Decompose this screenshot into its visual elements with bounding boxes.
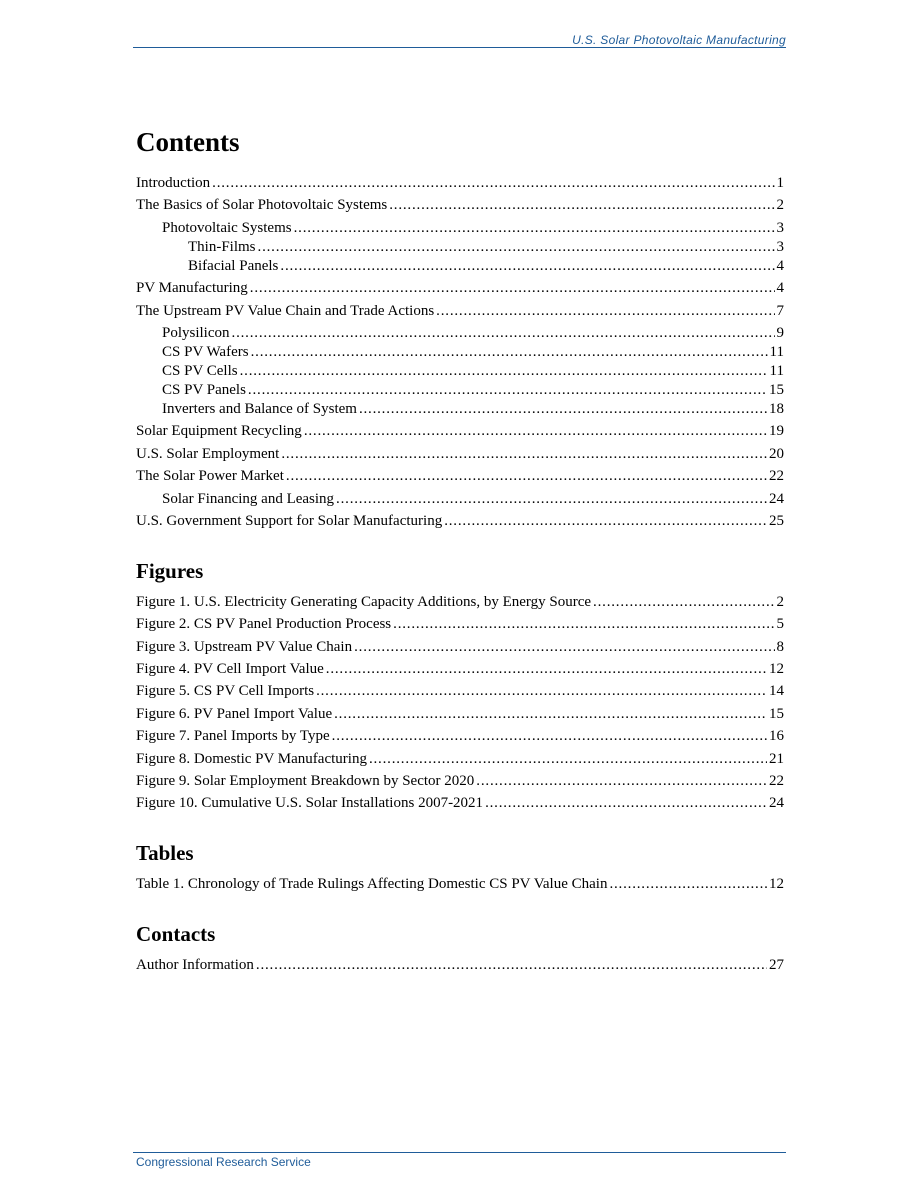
toc-entry-label: Photovoltaic Systems	[162, 219, 292, 236]
figures-title: Figures	[136, 558, 204, 583]
toc-entry[interactable]	[136, 219, 784, 237]
figure-entry[interactable]	[136, 750, 784, 768]
toc-page-number: 18	[769, 400, 784, 417]
header-rule	[133, 47, 786, 48]
dot-leader	[304, 422, 767, 440]
figure-entry-label: Figure 3. Upstream PV Value Chain	[136, 638, 353, 655]
dot-leader	[248, 381, 767, 399]
figure-page-number: 21	[769, 750, 784, 767]
dot-leader	[354, 638, 774, 656]
toc-entry[interactable]	[136, 400, 784, 418]
figure-page-number: 22	[769, 773, 784, 790]
dot-leader	[593, 593, 774, 611]
figure-page-number: 12	[769, 661, 784, 678]
toc-page-number: 22	[769, 468, 784, 485]
toc-entry-label: The Basics of Solar Photovoltaic Systems	[136, 197, 388, 214]
dot-leader	[240, 362, 768, 380]
table-page-number: 12	[769, 876, 784, 893]
dot-leader	[280, 257, 774, 275]
toc-page-number: 4	[776, 280, 784, 297]
contact-page-number: 27	[769, 957, 784, 974]
toc-page-number: 2	[776, 197, 784, 214]
dot-leader	[485, 794, 767, 812]
dot-leader	[369, 750, 767, 768]
figure-page-number: 8	[776, 638, 784, 655]
toc-page-number: 20	[769, 445, 784, 462]
contacts-title: Contacts	[136, 922, 216, 947]
toc-entry-label: U.S. Government Support for Solar Manufacturing	[136, 512, 443, 529]
footer-rule	[133, 1152, 786, 1153]
toc-page-number: 15	[769, 381, 784, 398]
toc-page-number: 7	[776, 302, 784, 319]
toc-page-number: 11	[769, 362, 784, 379]
table-entry-label: Table 1. Chronology of Trade Rulings Affecting Domestic CS PV Value Chain	[136, 876, 608, 893]
toc-entry[interactable]	[136, 196, 784, 214]
figure-entry[interactable]	[136, 727, 784, 745]
toc-entry-label: CS PV Cells	[162, 362, 238, 379]
toc-entry-label: The Solar Power Market	[136, 468, 284, 485]
footer-publisher: Congressional Research Service	[136, 1155, 311, 1169]
dot-leader	[436, 302, 774, 320]
toc-page-number: 9	[776, 324, 784, 341]
toc-page-number: 24	[769, 490, 784, 507]
figure-entry[interactable]	[136, 794, 784, 812]
toc-entry[interactable]	[136, 362, 784, 380]
toc-entry[interactable]	[136, 467, 784, 485]
dot-leader	[250, 279, 775, 297]
figures-list	[136, 593, 784, 813]
running-header: U.S. Solar Photovoltaic Manufacturing	[572, 33, 786, 47]
dot-leader	[393, 615, 774, 633]
figure-entry-label: Figure 4. PV Cell Import Value	[136, 661, 324, 678]
dot-leader	[281, 445, 767, 463]
toc-entry-label: Thin-Films	[188, 238, 256, 255]
tables-title: Tables	[136, 841, 194, 866]
toc-page-number: 19	[769, 423, 784, 440]
toc-entry[interactable]	[136, 343, 784, 361]
toc-entry[interactable]	[136, 302, 784, 320]
figure-entry[interactable]	[136, 772, 784, 790]
dot-leader	[294, 219, 775, 237]
figure-entry-label: Figure 5. CS PV Cell Imports	[136, 683, 315, 700]
toc-entry-label: The Upstream PV Value Chain and Trade Actions	[136, 302, 435, 319]
contacts-list	[136, 956, 784, 974]
toc-entry[interactable]	[136, 512, 784, 530]
figure-entry-label: Figure 1. U.S. Electricity Generating Capacity Additions, by Energy Source	[136, 593, 592, 610]
figure-entry[interactable]	[136, 638, 784, 656]
toc-entry-label: Polysilicon	[162, 324, 230, 341]
toc-entry[interactable]	[136, 257, 784, 275]
figure-entry-label: Figure 7. Panel Imports by Type	[136, 728, 330, 745]
toc-entry[interactable]	[136, 445, 784, 463]
toc-page-number: 25	[769, 512, 784, 529]
contact-entry[interactable]	[136, 956, 784, 974]
toc-entry-label: Solar Financing and Leasing	[162, 490, 335, 507]
dot-leader	[326, 660, 767, 678]
figure-entry-label: Figure 6. PV Panel Import Value	[136, 705, 333, 722]
figure-page-number: 5	[776, 616, 784, 633]
figure-entry[interactable]	[136, 705, 784, 723]
dot-leader	[258, 238, 775, 256]
figure-page-number: 15	[769, 705, 784, 722]
dot-leader	[212, 174, 774, 192]
toc-entry[interactable]	[136, 490, 784, 508]
toc-entry-label: Bifacial Panels	[188, 257, 279, 274]
dot-leader	[256, 956, 767, 974]
toc-entry-label: U.S. Solar Employment	[136, 445, 280, 462]
toc-entry[interactable]	[136, 422, 784, 440]
toc-page-number: 1	[776, 175, 784, 191]
toc-entry-label: Introduction	[136, 175, 211, 191]
toc-entry[interactable]	[136, 324, 784, 342]
toc-entry[interactable]	[136, 381, 784, 399]
dot-leader	[336, 490, 767, 508]
figure-page-number: 16	[769, 728, 784, 745]
dot-leader	[251, 343, 768, 361]
toc-entry-label: Inverters and Balance of System	[162, 400, 357, 417]
dot-leader	[316, 682, 767, 700]
dot-leader	[334, 705, 767, 723]
figure-page-number: 2	[776, 593, 784, 610]
tables-list	[136, 875, 784, 893]
table-entry[interactable]	[136, 875, 784, 893]
figure-entry[interactable]	[136, 682, 784, 700]
dot-leader	[444, 512, 767, 530]
toc-content	[136, 125, 784, 979]
figure-page-number: 24	[769, 795, 784, 812]
dot-leader	[359, 400, 767, 418]
toc-entry[interactable]	[136, 279, 784, 297]
dot-leader	[389, 196, 774, 214]
toc-page-number: 11	[769, 343, 784, 360]
figure-entry-label: Figure 10. Cumulative U.S. Solar Installations 2007-2021	[136, 795, 484, 812]
figure-entry[interactable]	[136, 615, 784, 633]
figure-entry-label: Figure 8. Domestic PV Manufacturing	[136, 750, 367, 767]
contents-title: Contents	[136, 127, 240, 157]
figure-entry[interactable]	[136, 593, 784, 611]
toc-page-number: 3	[776, 219, 784, 236]
dot-leader	[286, 467, 767, 485]
toc-entry-label: CS PV Panels	[162, 381, 246, 398]
figure-entry-label: Figure 2. CS PV Panel Production Process	[136, 616, 392, 633]
toc-page-number: 3	[776, 238, 784, 255]
toc-entry[interactable]	[136, 174, 784, 192]
toc-entry-label: CS PV Wafers	[162, 343, 249, 360]
figure-entry-label: Figure 9. Solar Employment Breakdown by Sector 2020	[136, 773, 475, 790]
figure-entry[interactable]	[136, 660, 784, 678]
dot-leader	[609, 875, 767, 893]
contact-entry-label: Author Information	[136, 957, 254, 974]
toc-entry-label: PV Manufacturing	[136, 280, 248, 297]
dot-leader	[232, 324, 775, 342]
figure-page-number: 14	[769, 683, 784, 700]
dot-leader	[476, 772, 767, 790]
toc-entry[interactable]	[136, 238, 784, 256]
contents-list	[136, 174, 784, 530]
toc-page-number: 4	[776, 257, 784, 274]
dot-leader	[332, 727, 767, 745]
toc-entry-label: Solar Equipment Recycling	[136, 423, 302, 440]
